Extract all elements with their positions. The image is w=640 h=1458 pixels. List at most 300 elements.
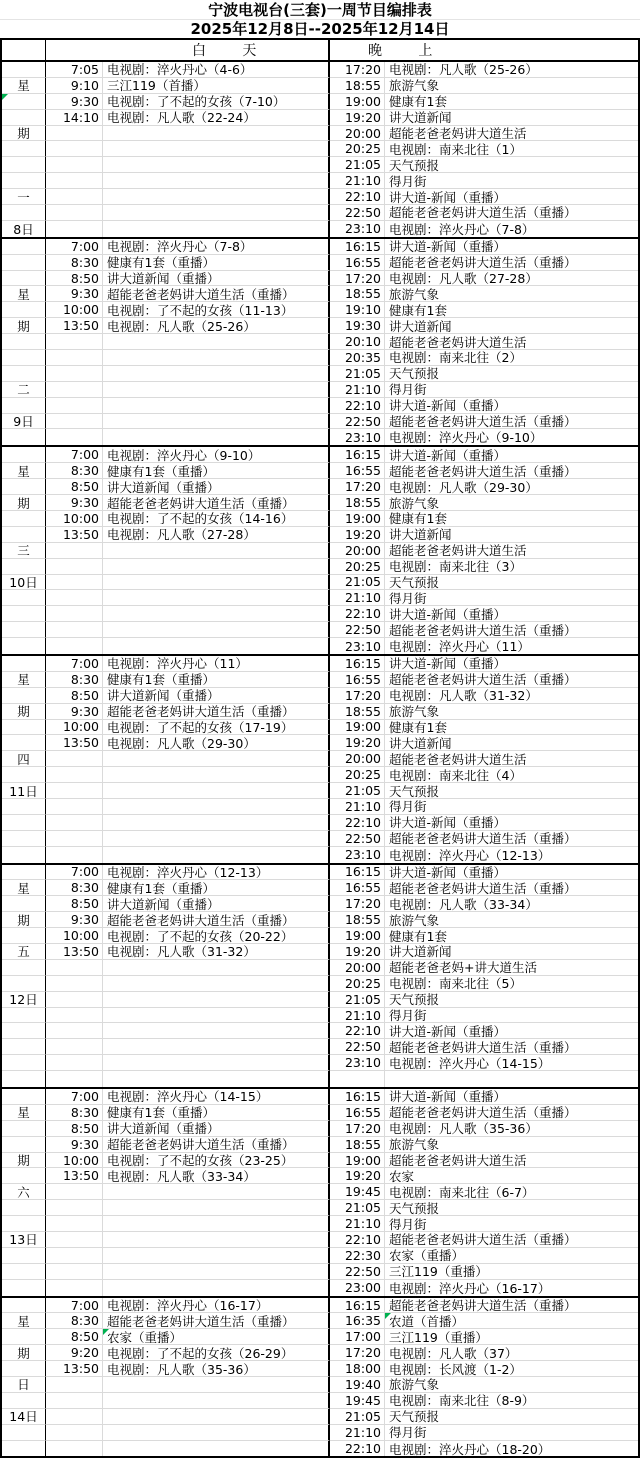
evening-time-cell: 19:20 [330,110,385,126]
daytime-program-cell: 电视剧：了不起的女孩（17-19） [103,720,330,736]
evening-time-cell: 21:05 [330,1200,385,1216]
evening-program-cell: 天气预报 [385,157,638,173]
daytime-program-cell [103,638,330,654]
daytime-program-cell [103,398,330,414]
day-label-cell [2,1393,46,1409]
evening-program-cell: 超能老爸老妈讲大道生活 [385,543,638,559]
daytime-time-cell: 7:05 [46,62,103,78]
day-label-cell [2,1280,46,1296]
daytime-program-cell: 电视剧：淬火丹心（4-6） [103,62,330,78]
evening-program-cell: 超能老爸老妈讲大道生活 [385,334,638,350]
day-label-cell: 一 [2,189,46,205]
daytime-time-cell [46,751,103,767]
evening-program-cell: 天气预报 [385,1409,638,1425]
daytime-time-cell: 14:10 [46,110,103,126]
evening-time-cell [330,1071,385,1087]
evening-program-cell: 电视剧：淬火丹心（18-20） [389,1441,551,1457]
day-label-cell: 日 [2,1377,46,1393]
daytime-time-cell: 7:00 [46,865,103,881]
evening-program-cell: 电视剧：南来北往（3） [385,559,638,575]
daytime-time-cell: 9:30 [46,94,103,110]
daytime-program-cell [103,141,330,157]
evening-time-cell: 18:55 [330,704,385,720]
evening-time-cell: 16:55 [330,1105,385,1121]
evening-time-cell: 21:05 [330,783,385,799]
evening-program-cell: 旅游气象 [385,286,638,302]
daytime-time-cell: 7:00 [46,1089,103,1105]
evening-program-cell: 超能老爸老妈讲大道生活（重播） [385,1105,638,1121]
evening-program-cell: 超能老爸老妈讲大道生活（重播） [385,414,638,430]
evening-time-cell: 22:50 [330,1039,385,1055]
daytime-time-cell [46,799,103,815]
daytime-program-cell: 电视剧：淬火丹心（11） [103,656,330,672]
table-header [2,40,638,62]
daytime-program-cell [103,960,330,976]
day-label-cell [2,1329,46,1345]
day-label-cell: 期 [2,912,46,928]
daytime-time-cell [46,815,103,831]
evening-time-cell: 22:50 [330,205,385,221]
daytime-time-cell [46,1184,103,1200]
evening-time-cell: 19:00 [330,928,385,944]
evening-program-cell: 电视剧：凡人歌（27-28） [385,271,638,287]
daytime-program-cell [103,622,330,638]
daytime-time-cell [46,1055,103,1071]
evening-time-cell: 19:30 [330,318,385,334]
evening-program-cell: 三江119（重播） [385,1264,638,1280]
daytime-time-cell [46,1023,103,1039]
daytime-time-cell [46,141,103,157]
daytime-program-cell [103,350,330,366]
day-label-cell [2,1441,46,1457]
daytime-time-cell: 9:10 [46,78,103,94]
evening-time-cell: 22:10 [330,606,385,622]
daytime-program-cell [103,590,330,606]
evening-program-cell: 得月街 [385,1008,638,1024]
daytime-program-cell [103,1377,330,1393]
evening-program-cell: 电视剧：淬火丹心（9-10） [389,430,543,446]
daytime-program-cell [103,1071,330,1087]
daytime-program-cell [103,1425,330,1441]
day-label-cell [2,255,46,271]
evening-time-cell: 22:30 [330,1248,385,1264]
daytime-program-cell: 超能老爸老妈讲大道生活（重播） [103,912,330,928]
daytime-time-cell: 8:50 [46,688,103,704]
schedule-blocks [2,62,638,1456]
daytime-program-cell [103,414,330,430]
schedule-table [0,38,640,1458]
day-label-cell [2,398,46,414]
daytime-program-cell: 健康有1套（重播） [103,880,330,896]
evening-program-cell: 讲大道新闻 [385,527,638,543]
evening-time-cell: 19:20 [330,527,385,543]
evening-program-cell: 电视剧：淬火丹心（11） [389,639,530,654]
day-label-cell [2,511,46,527]
daytime-time-cell: 10:00 [46,720,103,736]
daytime-program-cell: 健康有1套（重播） [103,672,330,688]
day-label-cell [2,960,46,976]
day-label-cell [2,429,46,445]
evening-program-cell: 超能老爸老妈讲大道生活（重播） [385,672,638,688]
evening-time-cell: 17:20 [330,896,385,912]
daytime-time-cell: 10:00 [46,1153,103,1169]
day-label-cell [2,590,46,606]
evening-program-cell: 天气预报 [385,575,638,591]
daytime-time-cell: 13:50 [46,1168,103,1184]
evening-program-cell: 电视剧：淬火丹心（16-17） [389,1280,551,1296]
day-label-cell [2,1248,46,1264]
daytime-program-cell: 讲大道新闻（重播） [103,1121,330,1137]
daytime-time-cell [46,1200,103,1216]
evening-time-cell: 21:10 [330,799,385,815]
daytime-program-cell [103,799,330,815]
day-label-cell [2,479,46,495]
evening-time-cell: 21:05 [330,992,385,1008]
daytime-time-cell [46,992,103,1008]
day-label-cell [2,1216,46,1232]
day-label-cell [2,896,46,912]
evening-program-cell: 讲大道-新闻（重播） [385,815,638,831]
daytime-program-cell [103,1008,330,1024]
day-label-cell [2,447,46,463]
daytime-program-cell [103,1409,330,1425]
evening-program-cell: 超能老爸老妈讲大道生活（重播） [385,831,638,847]
day-label-cell [2,271,46,287]
evening-program-cell: 电视剧：南来北往（8-9） [385,1393,638,1409]
daytime-time-cell: 8:50 [46,1121,103,1137]
green-corner-flag-icon [385,1313,391,1319]
day-label-cell [2,1008,46,1024]
daytime-program-cell: 电视剧：了不起的女孩（23-25） [103,1153,330,1169]
daytime-time-cell [46,606,103,622]
daytime-time-cell [46,1264,103,1280]
evening-program-cell: 讲大道新闻 [385,944,638,960]
evening-time-cell: 17:20 [330,62,385,78]
evening-program-cell: 得月街 [385,1216,638,1232]
daytime-time-cell [46,173,103,189]
daytime-time-cell [46,590,103,606]
evening-program-cell: 超能老爸老妈讲大道生活 [385,126,638,142]
evening-program-cell: 超能老爸老妈讲大道生活（重播） [385,1039,638,1055]
evening-program-cell: 电视剧：凡人歌（29-30） [385,479,638,495]
day-block [2,1298,638,1457]
daytime-program-cell: 超能老爸老妈讲大道生活（重播） [103,704,330,720]
daytime-program-cell [103,559,330,575]
evening-column-header [330,40,638,60]
evening-time-cell: 16:15 [330,1298,385,1314]
day-label-cell [2,1121,46,1137]
evening-time-cell: 22:50 [330,622,385,638]
daytime-time-cell [46,976,103,992]
day-label-cell [2,831,46,847]
evening-time-cell: 16:15 [330,865,385,881]
evening-program-cell: 得月街 [385,590,638,606]
daytime-program-cell: 讲大道新闻（重播） [103,688,330,704]
day-label-cell [2,606,46,622]
evening-time-cell: 17:20 [330,479,385,495]
daytime-time-cell [46,1393,103,1409]
day-label-cell [2,638,46,654]
evening-time-cell: 20:25 [330,141,385,157]
daytime-program-cell [103,1039,330,1055]
evening-program-cell: 旅游气象 [385,704,638,720]
daytime-program-cell [103,992,330,1008]
daytime-program-cell [103,382,330,398]
daytime-program-cell [103,606,330,622]
evening-time-cell: 21:10 [330,1216,385,1232]
evening-time-cell: 22:50 [330,414,385,430]
evening-program-cell: 讲大道新闻 [385,318,638,334]
day-label-cell: 星 [2,78,46,94]
daytime-program-cell: 电视剧：淬火丹心（12-13） [103,865,330,881]
evening-program-cell: 电视剧：南来北往（2） [385,350,638,366]
evening-program-cell: 超能老爸老妈讲大道生活（重播） [385,255,638,271]
daytime-program-cell [103,126,330,142]
evening-header-label: 晚上 [368,43,469,59]
evening-program-cell: 超能老爸老妈讲大道生活 [385,1153,638,1169]
evening-program-cell: 农家（重播） [385,1248,638,1264]
daytime-time-cell: 8:30 [46,255,103,271]
evening-program-cell: 旅游气象 [385,1137,638,1153]
day-label-cell: 期 [2,495,46,511]
daytime-time-cell: 9:30 [46,704,103,720]
daytime-time-cell [46,350,103,366]
day-block [2,239,638,448]
day-label-cell [2,622,46,638]
daytime-time-cell [46,1039,103,1055]
daytime-time-cell [46,189,103,205]
day-label-cell: 六 [2,1184,46,1200]
daytime-time-cell: 8:50 [46,896,103,912]
day-label-cell [2,205,46,221]
daytime-time-cell: 9:30 [46,1137,103,1153]
daytime-time-cell [46,1071,103,1087]
evening-program-cell: 电视剧：南来北往（6-7） [385,1184,638,1200]
day-label-cell [2,110,46,126]
evening-time-cell: 23:10 [330,221,385,237]
evening-program-cell: 讲大道-新闻（重播） [385,189,638,205]
daytime-program-cell [103,976,330,992]
daytime-program-cell [103,1023,330,1039]
daytime-program-cell: 超能老爸老妈讲大道生活（重播） [103,286,330,302]
day-label-cell [2,815,46,831]
evening-program-cell: 得月街 [385,382,638,398]
evening-program-cell: 旅游气象 [385,912,638,928]
evening-time-cell: 21:10 [330,173,385,189]
daytime-time-cell [46,334,103,350]
day-label-cell [2,350,46,366]
evening-time-cell: 21:05 [330,575,385,591]
day-label-cell: 10日 [2,575,46,591]
daytime-time-cell [46,1216,103,1232]
daytime-time-cell: 9:30 [46,286,103,302]
evening-program-cell: 超能老爸老妈讲大道生活（重播） [385,1232,638,1248]
day-label-cell [2,1168,46,1184]
evening-time-cell: 23:10 [330,638,385,654]
evening-program-cell [385,1071,638,1087]
day-block [2,447,638,656]
evening-time-cell: 21:10 [330,1425,385,1441]
day-label-cell [2,847,46,863]
daytime-program-cell: 健康有1套（重播） [103,1105,330,1121]
daytime-program-cell: 电视剧：了不起的女孩（11-13） [103,302,330,318]
evening-program-cell: 讲大道-新闻（重播） [385,656,638,672]
daytime-program-cell [103,334,330,350]
day-label-cell: 13日 [2,1232,46,1248]
evening-program-cell: 电视剧：南来北往（5） [385,976,638,992]
day-label-cell [2,688,46,704]
day-label-cell [2,1071,46,1087]
daytime-time-cell [46,1441,103,1457]
evening-program-cell: 得月街 [385,173,638,189]
evening-time-cell: 18:55 [330,495,385,511]
day-label-cell [2,1200,46,1216]
day-label-cell: 星 [2,672,46,688]
daytime-program-cell: 电视剧：了不起的女孩（26-29） [103,1345,330,1361]
daytime-time-cell: 8:50 [46,479,103,495]
daytime-program-cell [103,221,330,237]
daytime-time-cell [46,575,103,591]
day-label-cell [2,302,46,318]
evening-program-cell: 电视剧：淬火丹心（7-8） [389,221,535,237]
evening-time-cell: 18:55 [330,286,385,302]
daytime-time-cell: 7:00 [46,239,103,255]
daytime-time-cell: 9:20 [46,1345,103,1361]
day-label-cell: 11日 [2,783,46,799]
evening-time-cell: 22:10 [330,1441,385,1457]
evening-program-cell: 讲大道-新闻（重播） [385,239,638,255]
daytime-time-cell: 10:00 [46,511,103,527]
date-range: 2025年12月8日--2025年12月14日 [190,20,450,38]
evening-time-cell: 20:00 [330,960,385,976]
day-label-cell [2,928,46,944]
evening-time-cell: 21:05 [330,157,385,173]
daytime-time-cell [46,221,103,237]
evening-program-cell: 天气预报 [385,783,638,799]
evening-time-cell: 17:20 [330,1345,385,1361]
evening-time-cell: 20:00 [330,543,385,559]
daytime-time-cell [46,1280,103,1296]
daytime-program-cell: 超能老爸老妈讲大道生活（重播） [103,1313,330,1329]
daytime-time-cell: 13:50 [46,1361,103,1377]
evening-program-cell: 电视剧：凡人歌（37） [385,1345,638,1361]
evening-time-cell: 23:10 [330,847,385,863]
evening-program-cell: 讲大道-新闻（重播） [385,606,638,622]
day-label-cell [2,527,46,543]
evening-time-cell: 22:10 [330,1023,385,1039]
daytime-program-cell [103,1216,330,1232]
evening-program-cell: 超能老爸老妈讲大道生活（重播） [385,622,638,638]
evening-time-cell: 19:00 [330,1153,385,1169]
evening-time-cell: 22:50 [330,831,385,847]
evening-program-cell: 健康有1套 [385,302,638,318]
daytime-time-cell: 7:00 [46,447,103,463]
daytime-time-cell: 10:00 [46,928,103,944]
day-label-cell: 8日 [2,221,46,237]
day-label-cell [2,1264,46,1280]
daytime-time-cell [46,767,103,783]
daytime-program-cell [103,429,330,445]
evening-time-cell: 19:40 [330,1377,385,1393]
daytime-program-cell [103,157,330,173]
day-label-cell [2,1055,46,1071]
day-label-cell [2,1298,46,1314]
day-label-cell [2,767,46,783]
daytime-program-cell [103,1280,330,1296]
evening-program-cell: 旅游气象 [385,78,638,94]
day-label-cell [2,735,46,751]
evening-time-cell: 19:20 [330,1168,385,1184]
daytime-program-cell: 电视剧：凡人歌（29-30） [103,735,330,751]
daytime-program-cell [103,205,330,221]
daytime-program-cell [103,783,330,799]
day-label-cell [2,62,46,78]
daytime-program-cell: 电视剧：凡人歌（27-28） [103,527,330,543]
evening-time-cell: 22:50 [330,1264,385,1280]
day-label-cell [2,1089,46,1105]
evening-time-cell: 19:00 [330,511,385,527]
evening-program-cell: 电视剧：淬火丹心（14-15） [385,1055,638,1071]
evening-program-cell: 天气预报 [385,1200,638,1216]
day-label-cell [2,1425,46,1441]
day-label-cell [2,94,46,110]
evening-time-cell: 23:00 [330,1280,385,1296]
evening-time-cell: 16:55 [330,880,385,896]
evening-program-cell: 讲大道-新闻（重播） [385,398,638,414]
evening-program-cell: 讲大道-新闻（重播） [385,865,638,881]
evening-program-cell: 农道（首播） [385,1313,638,1329]
daytime-time-cell: 9:30 [46,495,103,511]
evening-time-cell: 18:00 [330,1361,385,1377]
daytime-program-cell: 健康有1套（重播） [103,255,330,271]
evening-program-cell: 讲大道-新闻（重播） [385,1023,638,1039]
day-label-cell: 14日 [2,1409,46,1425]
day-label-cell: 期 [2,1345,46,1361]
evening-time-cell: 20:35 [330,350,385,366]
daytime-time-cell [46,157,103,173]
evening-time-cell: 20:25 [330,976,385,992]
day-label-cell: 期 [2,318,46,334]
daytime-time-cell: 8:50 [46,1329,103,1345]
evening-program-cell: 电视剧：南来北往（4） [385,767,638,783]
evening-time-cell: 19:10 [330,302,385,318]
evening-time-cell: 21:05 [330,366,385,382]
page-title: 宁波电视台(三套)一周节目编排表 [0,0,640,20]
evening-time-cell: 16:55 [330,255,385,271]
evening-time-cell: 19:00 [330,720,385,736]
evening-program-cell: 农家 [385,1168,638,1184]
daytime-time-cell [46,429,103,445]
day-block [2,865,638,1089]
day-label-cell: 三 [2,543,46,559]
day-label-cell [2,239,46,255]
day-block [2,62,638,239]
evening-time-cell: 16:15 [330,239,385,255]
day-label-cell [2,559,46,575]
daytime-time-cell: 8:30 [46,1105,103,1121]
daytime-program-cell [103,1200,330,1216]
daytime-program-cell [103,1055,330,1071]
daytime-time-cell: 8:30 [46,1313,103,1329]
daytime-program-cell: 电视剧：凡人歌（33-34） [103,1168,330,1184]
evening-time-cell: 17:20 [330,271,385,287]
daytime-program-cell: 超能老爸老妈讲大道生活（重播） [103,495,330,511]
evening-program-cell: 电视剧：南来北往（1） [385,141,638,157]
daytime-program-cell: 健康有1套（重播） [103,463,330,479]
day-label-cell: 期 [2,1153,46,1169]
evening-program-cell: 三江119（重播） [385,1329,638,1345]
evening-program-cell: 电视剧：凡人歌（31-32） [385,688,638,704]
